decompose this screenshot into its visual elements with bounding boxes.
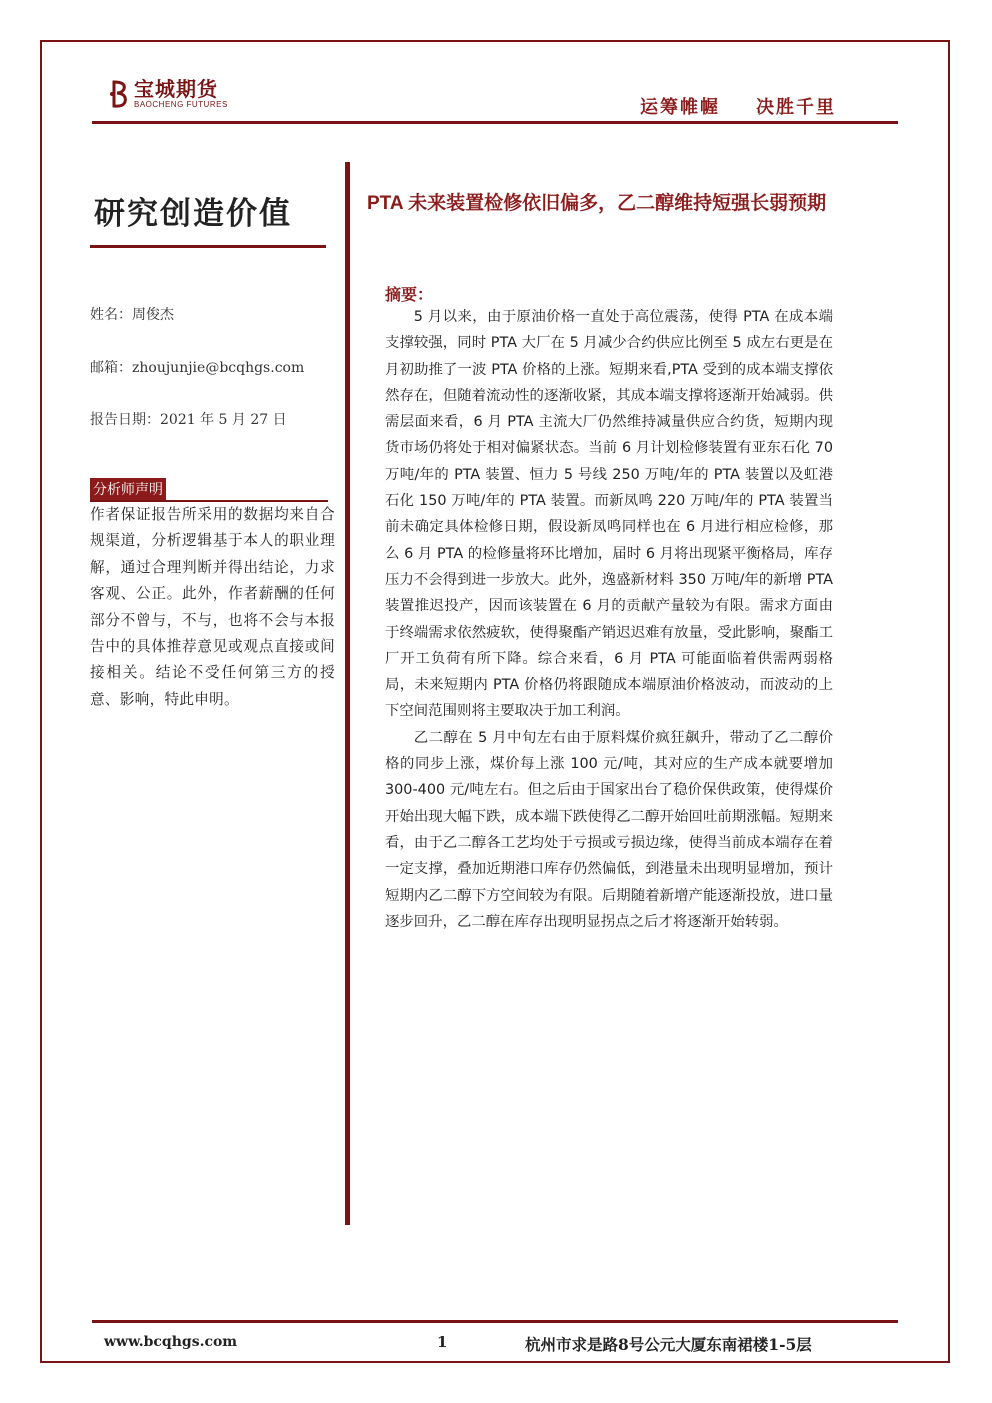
author-email: 邮箱：zhoujunjie@bcqhgs.com <box>90 360 305 376</box>
sidebar-title-underline <box>90 245 326 248</box>
logo-name-en: BAOCHENG FUTURES <box>134 100 228 109</box>
abstract-paragraph-pta: 5 月以来，由于原油价格一直处于高位震荡，使得 PTA 在成本端支撑较强，同时 PTA 大厂在 5 月减少合约供应比例至 5 成左右更是在月初助推了一波 PTA 价格的上涨。短期来看,PTA 受到的成本端支撑依然存在，但随着流动性的逐渐收紧，其成本端支撑将逐渐开始减弱。供需层面来看，6 月 PTA 主流大厂仍然维持减量供应合约货，短期内现货市场仍将处于相对偏紧状态。当前 6 月计划检修装置有亚东石化 70 万吨/年的 PTA 装置、恒力 5 号线 250 万吨/年的 PTA 装置以及虹港石化 150 万吨/年的 PTA 装置。而新凤鸣 220 万吨/年的 PTA 装置当前未确定具体检修日期，假设新凤鸣同样也在 6 月进行相应检修，那么 6 月 PTA 的检修量将环比增加，届时 6 月将出现紧平衡格局，库存压力不会得到进一步放大。此外，逸盛新材料 350 万吨/年的新增 PTA 装置推迟投产，因而该装置在 6 月的贡献产量较为有限。需求方面由于终端需求依然疲软，使得聚酯产销迟迟难有放量，受此影响，聚酯工厂开工负荷有所下降。综合来看，6 月 PTA 可能面临着供需两弱格局，未来短期内 PTA 价格仍将跟随成本端原油价格波动，而波动的上下空间范围则将主要取决于加工利润。 <box>385 309 833 720</box>
slogan-right: 决胜千里 <box>756 97 836 118</box>
page-number: 1 <box>437 1333 448 1351</box>
author-name: 姓名：周俊杰 <box>90 307 174 323</box>
company-logo <box>108 78 228 110</box>
footer-website: www.bcqhgs.com <box>104 1334 238 1350</box>
header-divider <box>92 121 898 124</box>
logo-name-cn: 宝城期货 <box>134 77 218 101</box>
abstract-body <box>385 304 833 935</box>
footer-address: 杭州市求是路8号公元大厦东南裙楼1-5层 <box>525 1335 812 1354</box>
report-date: 报告日期：2021 年 5 月 27 日 <box>90 412 287 428</box>
footer-divider <box>92 1320 898 1323</box>
slogan-left: 运筹帷幄 <box>640 97 720 118</box>
disclaimer-text: 作者保证报告所采用的数据均来自合规渠道，分析逻辑基于本人的职业理解，通过合理判断并得出结论，力求客观、公正。此外，作者薪酬的任何部分不曾与，不与，也将不会与本报告中的具体推荐意见或观点直接或间接相关。结论不受任何第三方的授意、影响，特此申明。 <box>90 506 335 708</box>
vertical-divider <box>345 162 350 1225</box>
slogan <box>640 93 872 119</box>
logo-emblem-icon <box>108 79 130 109</box>
disclaimer-tag: 分析师声明 <box>90 478 166 500</box>
abstract-paragraph-meg: 乙二醇在 5 月中旬左右由于原料煤价疯狂飙升，带动了乙二醇价格的同步上涨，煤价每上涨 100 元/吨，其对应的生产成本就要增加 300-400 元/吨左右。但之后由于国家出台了稳价保供政策，使得煤价开始出现大幅下跌，成本端下跌使得乙二醇开始回吐前期涨幅。短期来看，由于乙二醇各工艺均处于亏损或亏损边缘，使得当前成本端存在着一定支撑，叠加近期港口库存仍然偏低，到港量未出现明显增加，预计短期内乙二醇下方空间较为有限。后期随着新增产能逐渐投放，进口量逐步回升，乙二醇在库存出现明显拐点之后才将逐渐开始转弱。 <box>385 729 833 930</box>
abstract-heading: 摘要： <box>385 285 434 304</box>
report-title: PTA 未来装置检修依旧偏多，乙二醇维持短强长弱预期 <box>367 193 827 214</box>
sidebar-title: 研究创造价值 <box>94 196 292 232</box>
